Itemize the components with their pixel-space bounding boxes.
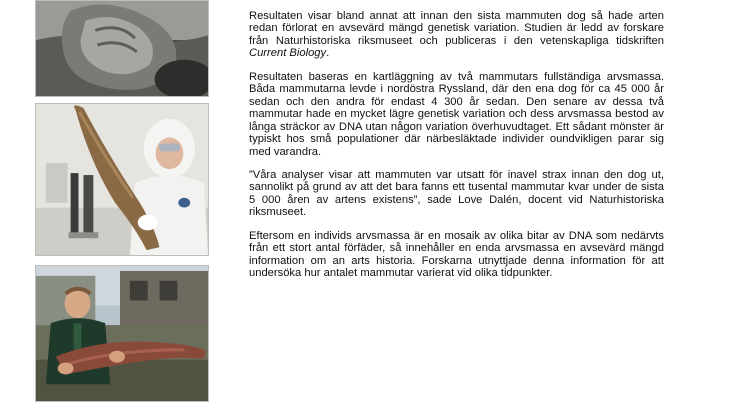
journal-name: Current Biology bbox=[249, 47, 327, 60]
article-paragraph: Resultaten baseras en kartläggning av två mammutars fullständiga arvsmassa. Båda mammutarna levde i nordöstra Ryssland, där den ena dog för ca 45 000 år sedan och den andra för endast 4 300 år sedan. Den senare av dessa två mammutar hade en mycket lägre genetisk variation och dess arvsmassa bestod av långa sträckor av DNA utan någon variation överhuvudtaget. Ett sådant mönster är typiskt hos små populationer där närbesläktade individer oundvikligen parar sig med varandra. bbox=[249, 70, 664, 158]
researcher-with-tusk-photo bbox=[35, 103, 209, 256]
man-holding-tusk-photo bbox=[35, 265, 209, 402]
article-paragraph: Eftersom en individs arvsmassa är en mosaik av olika bitar av DNA som nedärvts från ett stort antal förfäder, så innehåller en enda arvsmassa en avsevärd mängd information om an arts historia. Forskarna utnyttjade denna information för att undersöka hur antalet mammutar varierat vid olika tidpunkter. bbox=[249, 229, 664, 280]
article-paragraph: Resultaten visar bland annat att innan den sista mammuten dog så hade arten redan förlorat en avsevärd mängd genetisk variation. Studien är ledd av forskare från Naturhistoriska riksmuseet och publiceras i den vetenskapliga tidskriften Current Biology. bbox=[249, 10, 664, 60]
article-paragraph: ”Våra analyser visar att mammuten var utsatt för inavel strax innan den dog ut, sannolikt på grund av att det bara fanns ett tusental mammutar kvar under de sista 5 000 åren av artens existens”, sade Love Dalén, docent vid Naturhistoriska riksmuseet. bbox=[249, 168, 664, 219]
article-body bbox=[249, 10, 664, 291]
mammoth-foot-photo bbox=[35, 0, 209, 97]
